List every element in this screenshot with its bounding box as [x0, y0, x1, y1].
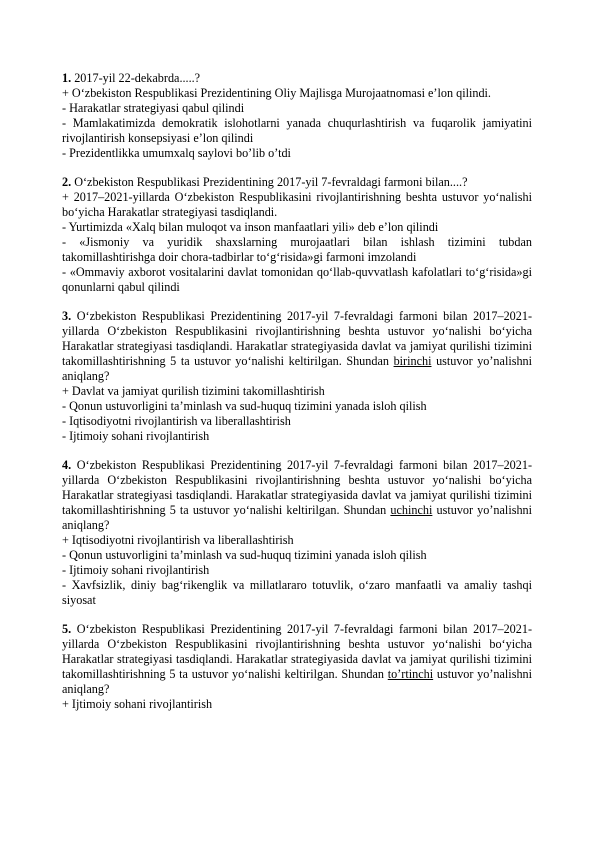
answer-option: + O‘zbekiston Respublikasi Prezidentining Oliy Majlisga Murojaatnomasi e’lon qilindi. — [62, 86, 491, 100]
answer-option: - «Jismoniy va yuridik shaxslarning murojaatlari bilan ishlash tizimini tubdan takomillashtirishga doir chora-tadbirlar to‘g‘risida»gi farmoni imzolandi — [62, 235, 532, 264]
question-text: O‘zbekiston Respublikasi Prezidentining 2017-yil 7-fevraldagi farmoni bilan 2017–2021-yillarda O‘zbekiston Respublikasini rivojlantirishning beshta ustuvor yo‘nalishi bo‘yicha Harakatlar strategiyasi tasdiqlandi. Harakatlar strategiyasida davlat va jamiyat qurilishi tizimini takomillashtirishning 5 ta ustuvor yo‘nalishi keltirilgan. Shundan — [62, 309, 532, 368]
question-text: 2017-yil 22-dekabrda.....? — [74, 71, 201, 85]
question-5 — [62, 622, 532, 712]
question-4 — [62, 458, 532, 608]
answer-option: + 2017–2021-yillarda O‘zbekiston Respublikasini rivojlantirishning beshta ustuvor yo‘nalishi bo‘yicha Harakatlar strategiyasi tasdiqlandi. — [62, 190, 532, 219]
question-stem — [62, 458, 532, 533]
question-text-end: ustuvor yo’nalishni aniqlang? — [62, 503, 533, 532]
question-number: 4. — [62, 458, 72, 472]
question-text-end: ustuvor yo’nalishni aniqlang? — [62, 354, 533, 383]
question-number: 1. — [62, 71, 72, 85]
question-text-end: ustuvor yo’nalishni aniqlang? — [62, 667, 533, 696]
question-number: 2. — [62, 175, 72, 189]
answer-option: - Iqtisodiyotni rivojlantirish va liberallashtirish — [62, 414, 291, 428]
answer-option: - Yurtimizda «Xalq bilan muloqot va inson manfaatlari yili» deb e’lon qilindi — [62, 220, 439, 234]
question-keyword: birinchi — [393, 354, 432, 368]
answer-option: + Iqtisodiyotni rivojlantirish va liberallashtirish — [62, 533, 294, 547]
answer-option: - Xavfsizlik, diniy bag‘rikenglik va millatlararo totuvlik, o‘zaro manfaatli va amaliy tashqi siyosat — [62, 578, 532, 607]
question-stem — [62, 622, 532, 697]
answer-option: - Prezidentlikka umumxalq saylovi bo’lib o’tdi — [62, 146, 291, 160]
question-text: O‘zbekiston Respublikasi Prezidentining 2017-yil 7-fevraldagi farmoni bilan 2017–2021-yillarda O‘zbekiston Respublikasini rivojlantirishning beshta ustuvor yo‘nalishi bo‘yicha Harakatlar strategiyasi tasdiqlandi. Harakatlar strategiyasida davlat va jamiyat qurilishi tizimini takomillashtirishning 5 ta ustuvor yo‘nalishi keltirilgan. Shundan — [62, 622, 532, 681]
answer-option: - Ijtimoiy sohani rivojlantirish — [62, 429, 210, 443]
answer-option: + Davlat va jamiyat qurilish tizimini takomillashtirish — [62, 384, 325, 398]
question-keyword: to’rtinchi — [387, 667, 434, 681]
answer-option: - Ijtimoiy sohani rivojlantirish — [62, 563, 210, 577]
document-page — [62, 71, 532, 726]
question-stem — [62, 309, 532, 384]
answer-option: + Ijtimoiy sohani rivojlantirish — [62, 697, 213, 711]
answer-option: - «Ommaviy axborot vositalarini davlat tomonidan qo‘llab-quvvatlash kafolatlari to‘g‘risida»gi qonunlarni qabul qilindi — [62, 265, 532, 294]
question-2 — [62, 175, 532, 295]
answer-option: - Harakatlar strategiyasi qabul qilindi — [62, 101, 245, 115]
answer-option: - Qonun ustuvorligini ta’minlash va sud-huquq tizimini yanada isloh qilish — [62, 548, 427, 562]
question-stem — [62, 71, 532, 86]
question-number: 3. — [62, 309, 72, 323]
answer-option: - Qonun ustuvorligini ta’minlash va sud-huquq tizimini yanada isloh qilish — [62, 399, 427, 413]
question-text: O‘zbekiston Respublikasi Prezidentining 2017-yil 7-fevraldagi farmoni bilan....? — [74, 175, 468, 189]
question-3 — [62, 309, 532, 444]
question-stem — [62, 175, 532, 190]
question-text: O‘zbekiston Respublikasi Prezidentining 2017-yil 7-fevraldagi farmoni bilan 2017–2021-yillarda O‘zbekiston Respublikasini rivojlantirishning beshta ustuvor yo‘nalishi bo‘yicha Harakatlar strategiyasi tasdiqlandi. Harakatlar strategiyasida davlat va jamiyat qurilishi tizimini takomillashtirishning 5 ta ustuvor yo‘nalishi keltirilgan. Shundan — [62, 458, 532, 517]
question-1 — [62, 71, 532, 161]
question-number: 5. — [62, 622, 72, 636]
answer-option: - Mamlakatimizda demokratik islohotlarni yanada chuqurlashtirish va fuqarolik jamiyatini rivojlantirish konsepsiyasi e’lon qilindi — [62, 116, 532, 145]
question-keyword: uchinchi — [390, 503, 433, 517]
